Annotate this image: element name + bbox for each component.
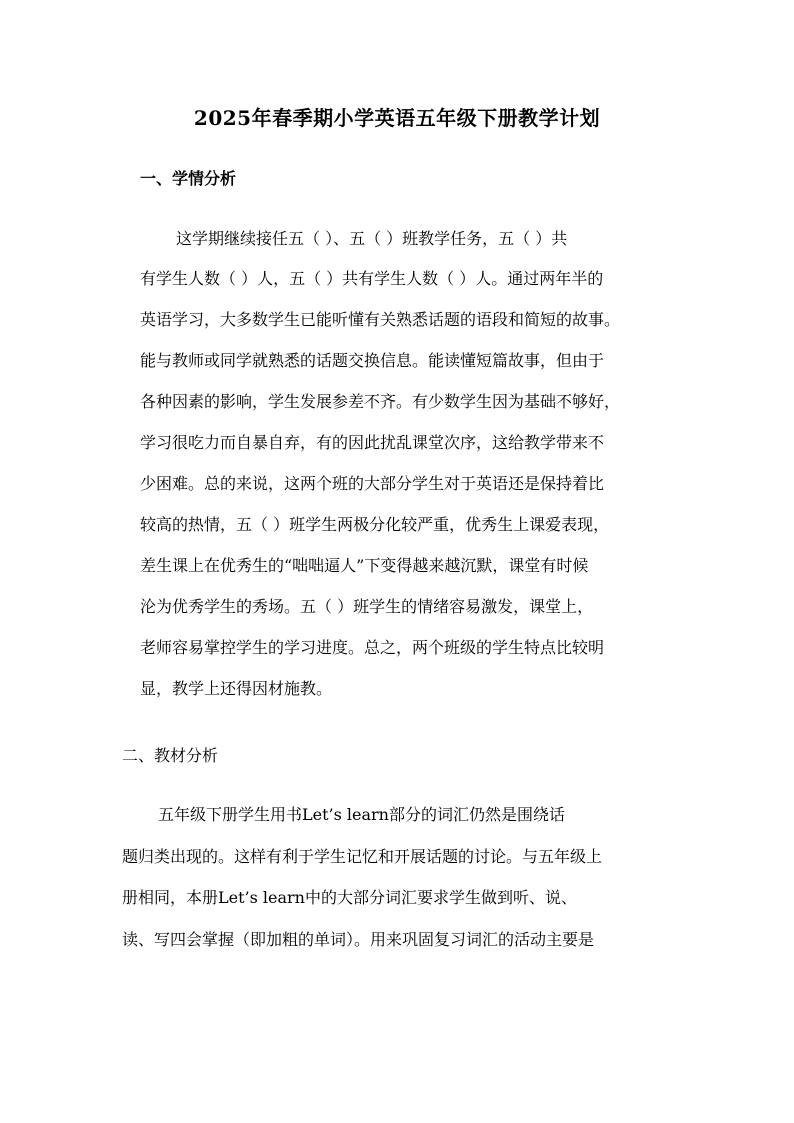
paragraph-line: 显，教学上还得因材施教。 xyxy=(140,679,333,698)
paragraph-line: 学习很吃力而自暴自弃，有的因此扰乱课堂次序，这给教学带来不 xyxy=(140,433,605,452)
paragraph-line: 题归类出现的。这样有利于学生记忆和开展话题的讨论。与五年级上 xyxy=(122,847,603,866)
paragraph-line: 册相同，本册Let’s learn中的大部分词汇要求学生做到听、说、 xyxy=(122,888,577,907)
paragraph-line: 能与教师或同学就熟悉的话题交换信息。能读懂短篇故事，但由于 xyxy=(140,351,605,370)
section-heading-student-analysis: 一、学情分析 xyxy=(140,169,237,188)
paragraph-line: 较高的热情，五（ ）班学生两极分化较严重，优秀生上课爱表现， xyxy=(140,515,610,534)
paragraph-line: 英语学习，大多数学生已能听懂有关熟悉话题的语段和简短的故事。 xyxy=(140,310,621,329)
paragraph-line: 五年级下册学生用书Let’s learn部分的词汇仍然是围绕话 xyxy=(158,805,565,824)
paragraph-line: 各种因素的影响，学生发展参差不齐。有少数学生因为基础不够好， xyxy=(140,392,621,411)
paragraph-line: 沦为优秀学生的秀场。五（ ）班学生的情绪容易激发，课堂上， xyxy=(140,597,594,616)
paragraph-line: 读、写四会掌握（即加粗的单词）。用来巩固复习词汇的活动主要是 xyxy=(122,930,595,949)
paragraph-line: 有学生人数（ ）人，五（ ）共有学生人数（ ）人。通过两年半的 xyxy=(140,269,604,288)
paragraph-line: 老师容易掌控学生的学习进度。总之，两个班级的学生特点比较明 xyxy=(140,638,605,657)
section-heading-textbook-analysis: 二、教材分析 xyxy=(122,746,219,765)
paragraph-line: 这学期继续接任五（ ）、五（ ）班教学任务，五（ ）共 xyxy=(176,229,568,248)
paragraph-line: 少困难。总的来说，这两个班的大部分学生对于英语还是保持着比 xyxy=(140,474,605,493)
document-title: 2025年春季期小学英语五年级下册教学计划 xyxy=(193,106,601,130)
paragraph-line: 差生课上在优秀生的“咄咄逼人”下变得越来越沉默，课堂有时候 xyxy=(140,556,589,575)
